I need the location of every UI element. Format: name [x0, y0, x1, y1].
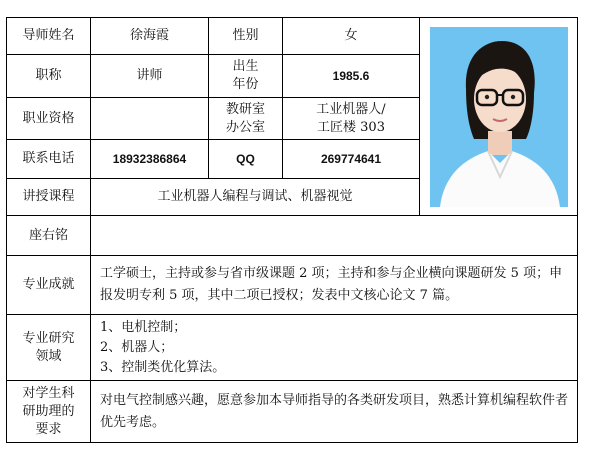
portrait-photo [430, 27, 568, 207]
name-value: 徐海霞 [91, 18, 209, 55]
motto-label: 座右铭 [7, 216, 91, 256]
gender-label: 性别 [209, 18, 283, 55]
name-label: 导师姓名 [7, 18, 91, 55]
requirements-label: 对学生科 研助理的 要求 [7, 381, 91, 443]
gender-value: 女 [283, 18, 420, 55]
research-label: 专业研究 领域 [7, 315, 91, 381]
phone-value: 18932386864 [91, 140, 209, 179]
achievements-value: 工学硕士，主持或参与省市级课题 2 项；主持和参与企业横向课题研发 5 项；申报发明专利 5 项，其中二项已授权；发表中文核心论文 7 篇。 [91, 256, 578, 315]
birth-label: 出生 年份 [209, 55, 283, 98]
qq-value: 269774641 [283, 140, 420, 179]
research-item: 3、控制类优化算法。 [100, 359, 226, 375]
qq-label: QQ [209, 140, 283, 179]
requirements-value: 对电气控制感兴趣，愿意参加本导师指导的各类研发项目，熟悉计算机编程软件者优先考虑。 [91, 381, 578, 443]
phone-label: 联系电话 [7, 140, 91, 179]
title-value: 讲师 [91, 55, 209, 98]
tutor-profile-table [6, 17, 577, 442]
courses-value: 工业机器人编程与调试、机器视觉 [91, 179, 420, 216]
research-item: 1、电机控制； [100, 319, 187, 335]
qualification-label: 职业资格 [7, 98, 91, 140]
research-item: 2、机器人； [100, 339, 174, 355]
office-value: 工业机器人/ 工匠楼 303 [283, 98, 420, 140]
office-label: 教研室 办公室 [209, 98, 283, 140]
motto-value [91, 216, 578, 256]
birth-value: 1985.6 [283, 55, 420, 98]
achievements-label: 专业成就 [7, 256, 91, 315]
research-list [91, 315, 578, 381]
title-label: 职称 [7, 55, 91, 98]
photo-cell [420, 18, 578, 216]
qualification-value [91, 98, 209, 140]
courses-label: 讲授课程 [7, 179, 91, 216]
